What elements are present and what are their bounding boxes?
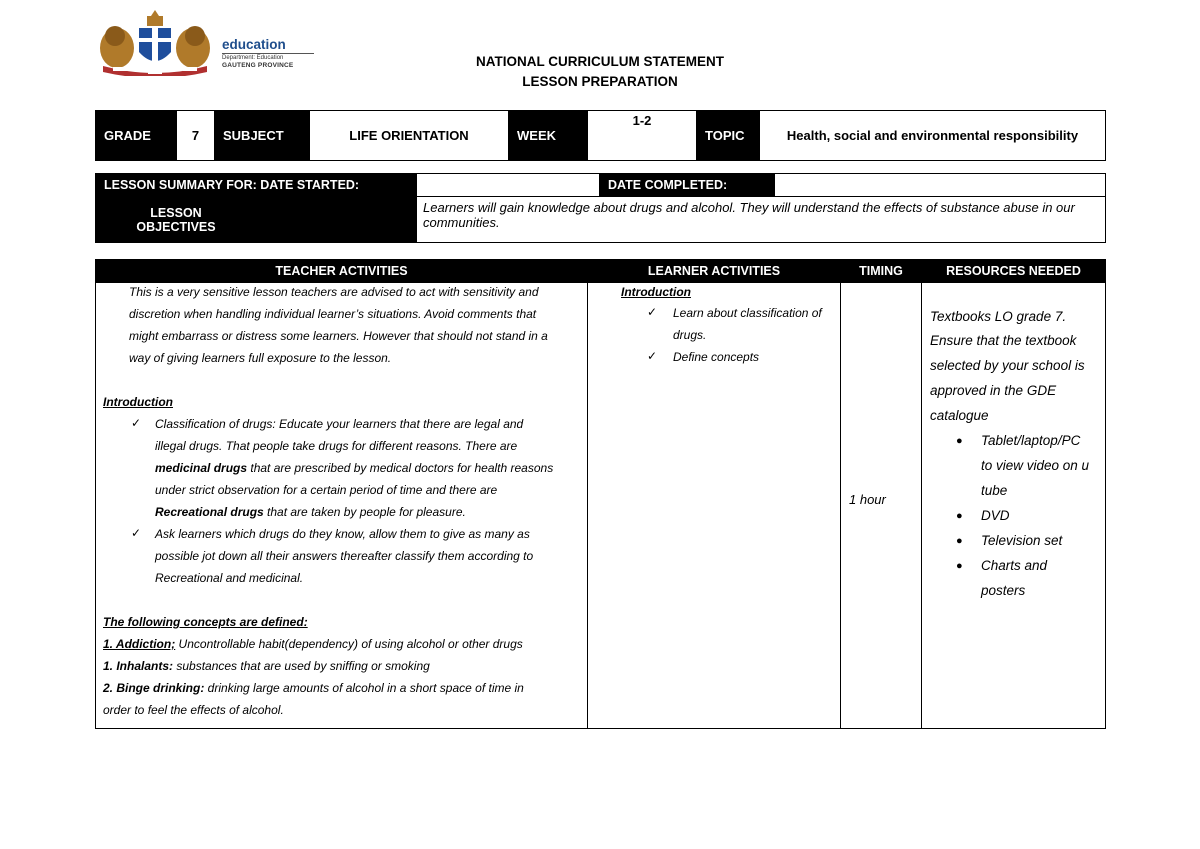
objectives-label-line-1: LESSON [150,205,202,220]
medicinal-drugs-rest: that are prescribed by medical doctors for health reasons [247,461,554,475]
recreational-drugs-term: Recreational drugs [155,505,264,519]
resource-charts-line-2: posters [981,583,1026,598]
resource-dvd: DVD [981,508,1010,523]
teacher-intro-line-2: discretion when handling individual learner’s situations. Avoid comments that [129,307,537,321]
teacher-introduction-heading: Introduction [103,395,173,409]
teacher-activities-header: TEACHER ACTIVITIES [96,260,588,283]
date-started-field [417,174,600,197]
objectives-label-line-2: OBJECTIVES [136,219,216,234]
subject-label: SUBJECT [215,111,310,161]
check-icon: ✓ [647,305,658,319]
date-completed-label: DATE COMPLETED: [600,174,775,197]
concept-inhalants-def: substances that are used by sniffing or smoking [173,659,430,673]
concept-addiction-def: Uncontrollable habit(dependency) of using alcohol or other drugs [175,637,523,651]
concept-addiction-term: 1. Addiction; [103,637,176,651]
bullet-icon: ● [956,560,963,572]
learner-item1-line-2: drugs. [673,328,707,342]
concept-inhalants-term: 1. Inhalants: [103,659,174,673]
check-icon: ✓ [647,349,658,363]
week-label: WEEK [509,111,588,161]
date-completed-field [775,174,1106,197]
teacher-intro-line-4: way of giving learners full exposure to the lesson. [129,351,392,365]
topic-label: TOPIC [697,111,760,161]
logo-province: GAUTENG PROVINCE [222,62,294,69]
concepts-heading: The following concepts are defined: [103,615,308,629]
resources-line-4: approved in the GDE [930,383,1057,398]
teacher-item1-line-2: illegal drugs. That people take drugs for different reasons. There are [155,439,518,453]
resources-line-3: selected by your school is [930,358,1085,373]
grade-label: GRADE [96,111,177,161]
bullet-icon: ● [956,510,963,522]
check-icon: ✓ [131,526,142,540]
teacher-intro-line-1: This is a very sensitive lesson teachers are advised to act with sensitivity and [129,285,539,299]
activities-table [95,259,1106,729]
lesson-info-table [95,110,1106,161]
teacher-item1-line-3 [155,461,553,475]
timing-header: TIMING [841,260,922,283]
teacher-item2-line-3: Recreational and medicinal. [155,571,304,585]
resources-header: RESOURCES NEEDED [922,260,1106,283]
subject-value: LIFE ORIENTATION [310,111,509,161]
gauteng-education-logo [95,10,325,76]
timing-value: 1 hour [849,492,886,507]
teacher-item1-line-1: Classification of drugs: Educate your learners that there are legal and [155,417,524,431]
resources-line-2: Ensure that the textbook [930,333,1077,348]
coat-of-arms-icon [95,10,220,76]
teacher-item1-line-5 [155,505,466,519]
learner-activities-header: LEARNER ACTIVITIES [588,260,841,283]
title-line-2: LESSON PREPARATION [522,74,678,89]
resource-charts-line-1: Charts and [981,558,1048,573]
concept-addiction [103,637,523,651]
concept-binge-line-2: order to feel the effects of alcohol. [103,703,284,717]
learner-activities-cell [588,283,841,729]
learner-item2: Define concepts [673,350,760,364]
bullet-icon: ● [956,435,963,447]
resource-tablet-line-3: tube [981,483,1008,498]
resource-television: Television set [981,533,1063,548]
teacher-item1-line-4: under strict observation for a certain period of time and there are [155,483,498,497]
learner-item1-line-1: Learn about classification of [673,306,822,320]
teacher-activities-cell [96,283,588,729]
objectives-label [96,197,417,243]
recreational-drugs-rest: that are taken by people for pleasure. [263,505,466,519]
bullet-icon: ● [956,535,963,547]
concept-binge-term: 2. Binge drinking: [103,681,205,695]
resources-line-5: catalogue [930,408,989,423]
page-title [400,52,800,92]
summary-for-label: LESSON SUMMARY FOR: DATE STARTED: [96,174,417,197]
timing-cell [841,283,922,729]
teacher-item2-line-1: Ask learners which drugs do they know, allow them to give as many as [155,527,530,541]
logo-rule [222,53,314,54]
teacher-item2-line-2: possible jot down all their answers thereafter classify them according to [155,549,534,563]
logo-brand: education [222,37,286,52]
objectives-text: Learners will gain knowledge about drugs and alcohol. They will understand the effects of substance abuse in our communities. [417,197,1106,243]
resources-line-1: Textbooks LO grade 7. [930,309,1067,324]
resource-tablet-line-2: to view video on u [981,458,1090,473]
title-line-1: NATIONAL CURRICULUM STATEMENT [476,54,724,69]
logo-dept: Department: Education [222,55,284,61]
concept-inhalants [103,659,430,673]
concept-binge-def: drinking large amounts of alcohol in a short space of time in [204,681,524,695]
concept-binge [103,681,524,695]
resource-tablet-line-1: Tablet/laptop/PC [981,433,1081,448]
check-icon: ✓ [131,416,142,430]
grade-value: 7 [177,111,215,161]
teacher-intro-line-3: might embarrass or distress some learners. However that should not stand in a [129,329,548,343]
lesson-summary-table [95,173,1106,243]
resources-cell [922,283,1106,729]
topic-value: Health, social and environmental responsibility [760,111,1106,161]
medicinal-drugs-term: medicinal drugs [155,461,248,475]
week-value: 1-2 [588,111,697,161]
learner-introduction-heading: Introduction [621,285,691,299]
